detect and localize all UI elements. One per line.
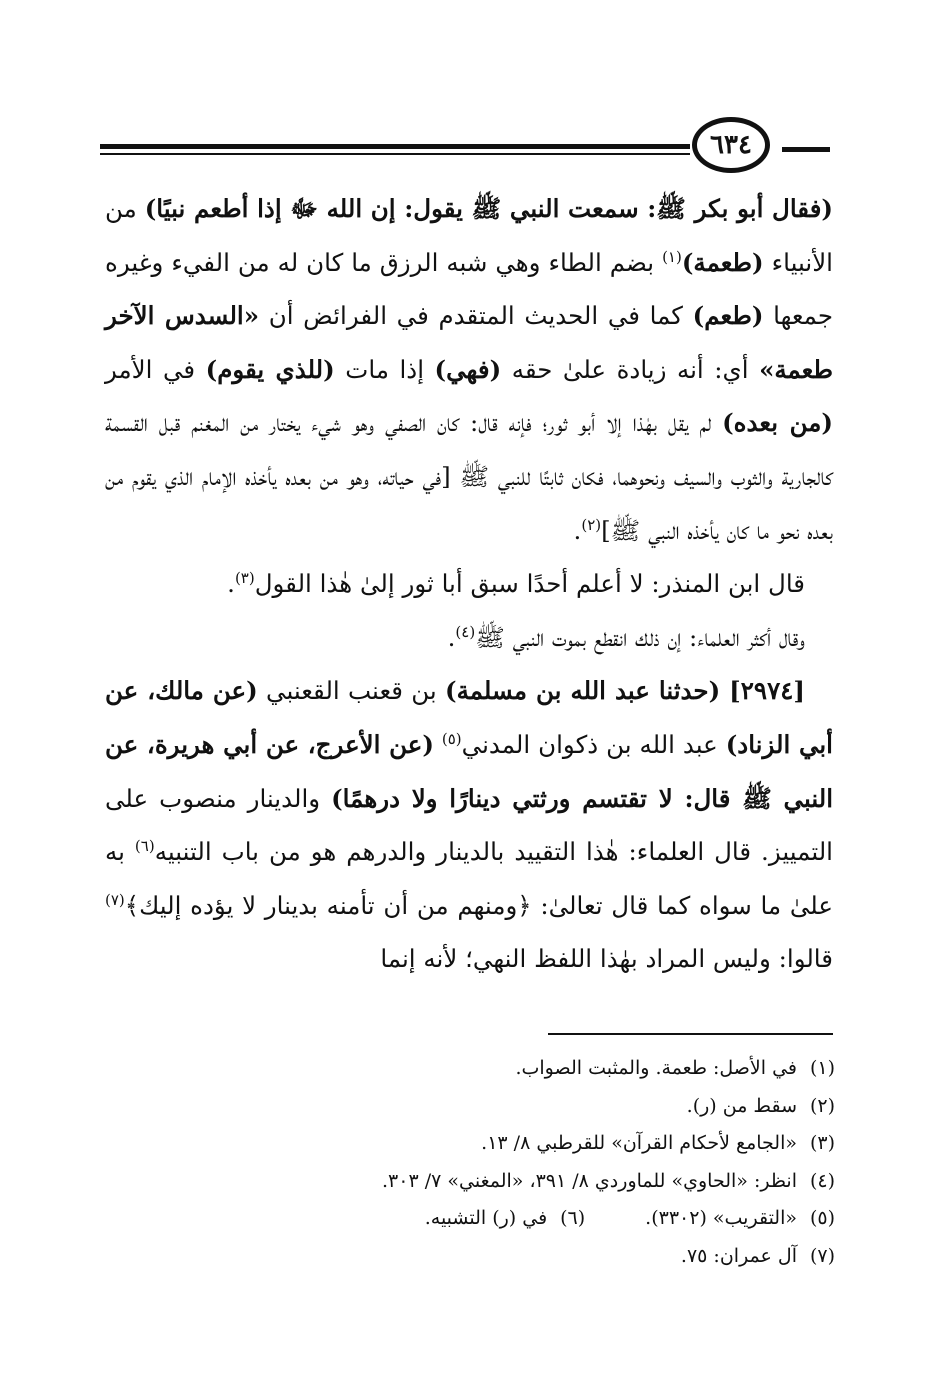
hadith-quote: (عن الأعرج، عن أبي هريرة، عن النبي ﷺ قال: لا تقتسم ورثتي دينارًا ولا درهمًا): [105, 729, 834, 813]
commentary-text: [434, 730, 442, 759]
commentary-text: وقال أكثر العلماء: إن ذلك انقطع بموت النبي ﷺ: [475, 622, 805, 652]
header-rule-right: [782, 147, 830, 152]
commentary-text: بن قعنب القعنبي: [257, 676, 445, 706]
hadith-word: (من بعده): [722, 408, 834, 438]
footnote-ref: (٣): [234, 569, 255, 587]
page-header: [100, 112, 830, 182]
footnote-3: [150, 1125, 835, 1163]
footnote-number: (٤): [809, 1169, 835, 1192]
hadith-word: (للذي يقوم): [205, 354, 335, 384]
footnote-number: (١): [809, 1057, 835, 1079]
footnote-2: [150, 1088, 835, 1126]
footnote-ref: (٤): [455, 622, 476, 641]
commentary-text: في الأمر: [105, 354, 206, 384]
footnote-text: «الجامع لأحكام القرآن» للقرطبي ٨/ ١٣.: [481, 1132, 797, 1154]
commentary-text: قال ابن المنذر: لا أعلم أحدًا سبق أبا ثور إلىٰ هٰذا القول: [254, 569, 805, 599]
commentary-text: من الأنبياء: [105, 194, 833, 277]
paragraph-1: [105, 182, 833, 557]
footnote-7: [150, 1238, 835, 1276]
commentary-text: كما في الحديث المتقدم في الفرائض أن: [259, 301, 693, 331]
paragraph-2: [105, 557, 833, 611]
footnote-number: (٦): [560, 1207, 586, 1229]
commentary-text: لم يقل بهٰذا إلا أبو ثور؛ فإنه قال: كان الصفي وهو شيء يختار من المغنم قبل القسمة كالجارية والثوب والسيف ونحوهما، فكان ثابتًا للنبي ﷺ [في حياته، وهو من بعده يأخذه الإمام الذي يقوم من بعده نحو ما كان يأخذه النبي ﷺ]: [105, 408, 833, 545]
commentary-text: أي: أنه زيادة علىٰ حقه: [501, 354, 760, 384]
footnote-number: (٧): [809, 1244, 835, 1267]
footnote-4: [150, 1163, 835, 1201]
commentary-text: .: [447, 622, 456, 652]
hadith-number-chain: [٢٩٧٤] (حدثنا عبد الله بن مسلمة): [445, 676, 805, 706]
commentary-text: به علىٰ ما سواه كما قال تعالىٰ: ﴿ومنهم من أن تأمنه بدينار لا يؤده إليك﴾: [105, 837, 833, 920]
footnote-1: [150, 1050, 835, 1088]
footnote-5-6: [150, 1200, 835, 1238]
hadith-word: (طعمة): [681, 247, 764, 277]
footnote-text: سقط من (ر).: [686, 1094, 797, 1117]
commentary-text: بضم الطاء وهي شبه الرزق ما كان له من الفيء وغيره جمعها: [105, 247, 833, 331]
commentary-text: إذا مات: [334, 354, 435, 384]
footnotes: [150, 1050, 835, 1275]
hadith-quote: «السدس الآخر طعمة»: [105, 301, 833, 384]
footnote-number: (٥): [809, 1207, 835, 1229]
main-text: [105, 182, 833, 986]
footnote-ref: (١): [662, 247, 682, 266]
footnote-number: (٣): [809, 1132, 835, 1154]
footnote-number: (٢): [809, 1094, 835, 1117]
footnote-ref: (٥): [441, 729, 462, 748]
footnote-text: انظر: «الحاوي» للماوردي ٨/ ٣٩١، «المغني» ٧/ ٣٠٣.: [382, 1169, 797, 1192]
hadith-chain: (عن مالك، عن أبي الزناد): [105, 676, 833, 759]
footnote-ref: (٢): [581, 515, 602, 534]
paragraph-3: [105, 611, 833, 665]
footnote-ref: (٧): [105, 890, 125, 909]
commentary-text: .: [573, 515, 582, 545]
hadith-word: (طعم): [692, 301, 764, 331]
header-rule-thin: [100, 153, 690, 155]
header-rule-thick: [100, 144, 690, 149]
page-number-badge: ٦٣٤: [692, 117, 770, 173]
hadith-word: (فهي): [434, 354, 502, 384]
footnote-ref: (٦): [134, 836, 155, 855]
commentary-text: والدينار منصوب على التمييز. قال العلماء: هٰذا التقييد بالدينار والدرهم هو من باب التنبيه: [105, 783, 833, 867]
commentary-text: .: [227, 569, 235, 599]
footnote-text: في الأصل: طعمة. والمثبت الصواب.: [515, 1057, 797, 1079]
commentary-text: قالوا: وليس المراد بهٰذا اللفظ النهي؛ لأنه إنما: [380, 944, 833, 974]
hadith-quote: (فقال أبو بكر ﷺ: سمعت النبي ﷺ يقول: إن الله ﷻ إذا أطعم نبيًا): [144, 194, 834, 223]
paragraph-4: [105, 664, 833, 986]
commentary-text: عبد الله بن ذكوان المدني: [461, 729, 726, 759]
footnote-text: في (ر) التشبيه.: [424, 1207, 548, 1229]
footnote-text: آل عمران: ٧٥.: [680, 1244, 797, 1267]
footnote-divider: [548, 1033, 833, 1035]
footnote-text: «التقريب» (٣٣٠٢).: [645, 1207, 797, 1229]
